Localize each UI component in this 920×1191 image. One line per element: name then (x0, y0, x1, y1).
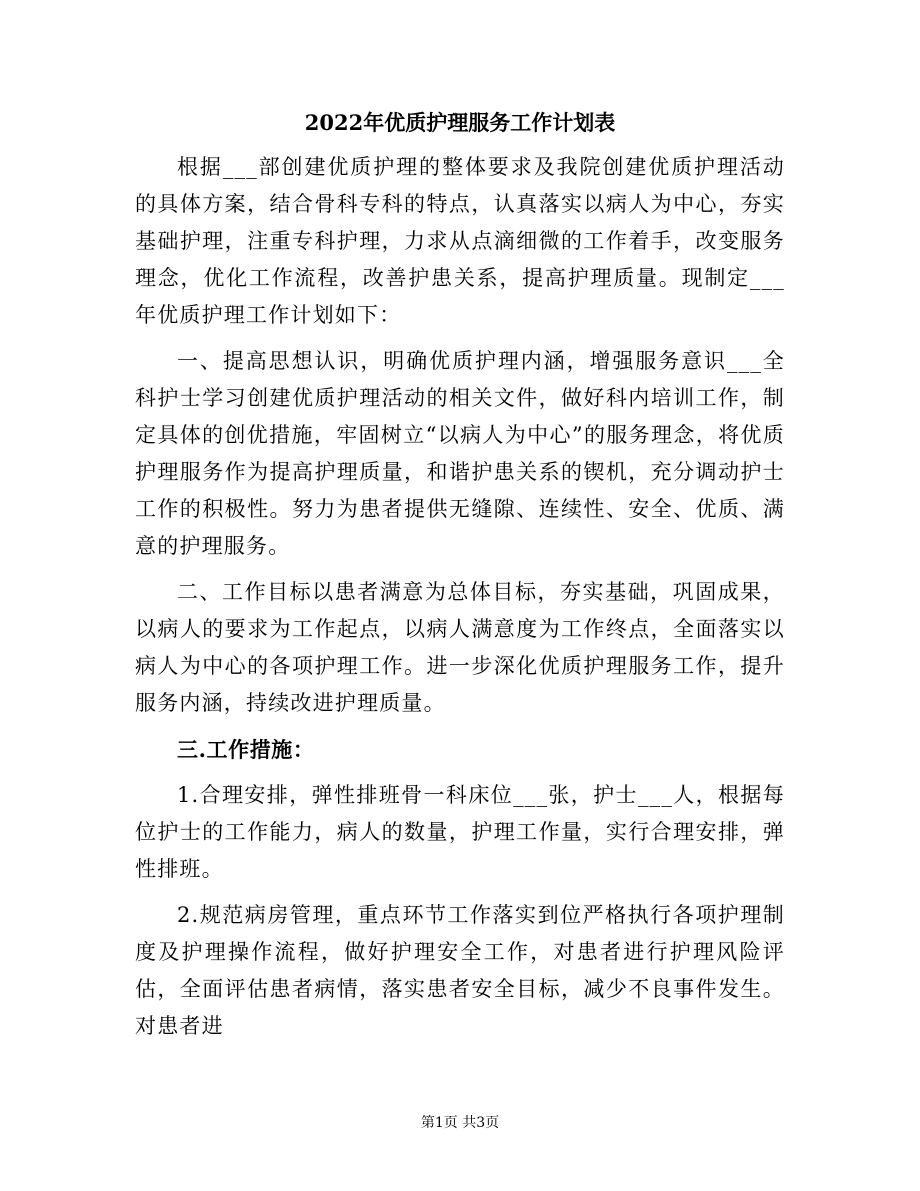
document-title: 2022年优质护理服务工作计划表 (304, 110, 616, 135)
paragraph-intro: 根据___部创建优质护理的整体要求及我院创建优质护理活动的具体方案，结合骨科专科的特点，认真落实以病人为中心，夯实基础护理，注重专科护理，力求从点滴细微的工作着手，改变服务理念，优化工作流程，改善护患关系，提高护理质量。现制定___年优质护理工作计划如下： (135, 155, 785, 327)
section-heading-measures: 三.工作措施： (177, 737, 315, 762)
document-body (135, 149, 785, 1054)
paragraph-section-1: 一、提高思想认识，明确优质护理内涵，增强服务意识___全科护士学习创建优质护理活动的相关文件，做好科内培训工作，制定具体的创优措施，牢固树立“以病人为中心”的服务理念，将优质护理服务作为提高护理质量，和谐护患关系的锲机，充分调动护士工作的积极性。努力为患者提供无缝隙、连续性、安全、优质、满意的护理服务。 (135, 349, 785, 558)
paragraph-measure-2: 2.规范病房管理，重点环节工作落实到位严格执行各项护理制度及护理操作流程，做好护理安全工作，对患者进行护理风险评估，全面评估患者病情，落实患者安全目标，减少不良事件发生。对患者进 (135, 903, 785, 1038)
paragraph-section-2: 二、工作目标以患者满意为总体目标，夯实基础，巩固成果，以病人的要求为工作起点，以病人满意度为工作终点，全面落实以病人为中心的各项护理工作。进一步深化优质护理服务工作，提升服务内涵，持续改进护理质量。 (135, 580, 785, 715)
paragraph-measure-1: 1.合理安排，弹性排班骨一科床位___张，护士___人，根据每位护士的工作能力，病人的数量，护理工作量，实行合理安排，弹性排班。 (135, 783, 785, 881)
page-number-footer: 第1页 共3页 (420, 1115, 500, 1131)
